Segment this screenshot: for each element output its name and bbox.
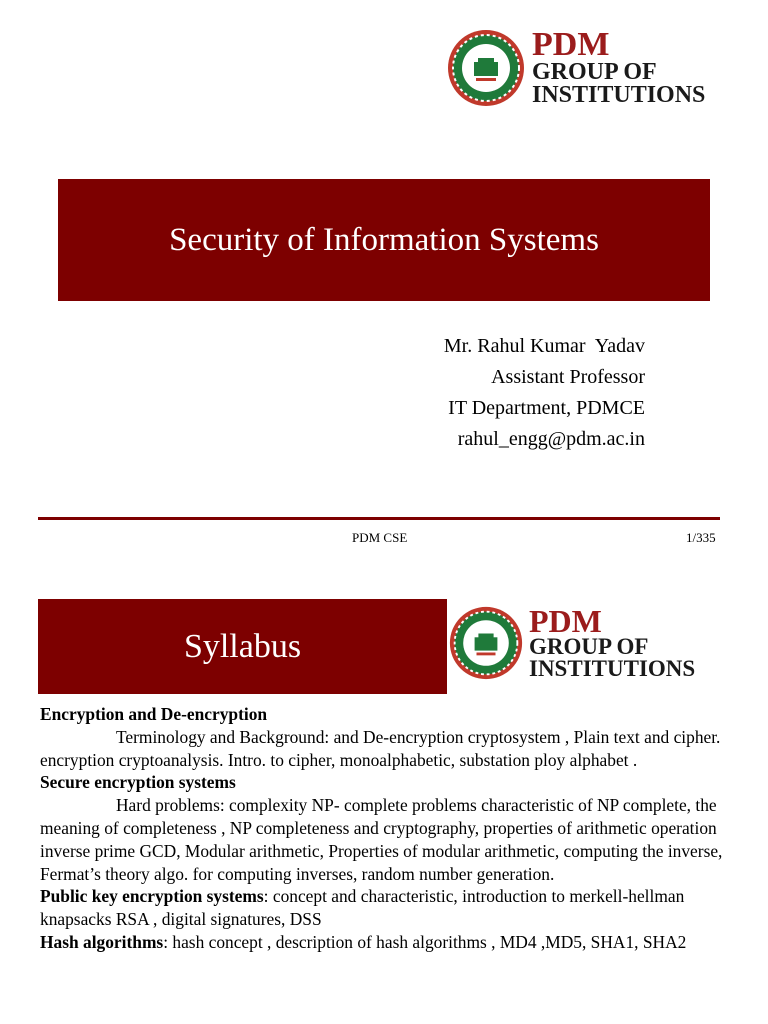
section-text-content: Hard problems: complexity NP- complete problems characteristic of NP complete, the meaning of completeness , NP completeness and cryptography, properties of arithmetic operation inverse prime GCD, Modular arithmetic, Properties of modular arithmetic, computing the inverse, Fermat’s theory algo. for computing inverses, random number generation. [40,795,723,884]
section-text-content: : hash concept , description of hash algorithms , MD4 ,MD5, SHA1, SHA2 [163,931,687,952]
logo-tagline-2: INSTITUTIONS [532,82,706,109]
section-paragraph [40,931,730,954]
pdm-seal-icon [448,605,524,681]
syllabus-banner [38,599,447,694]
section-paragraph [40,885,730,931]
logo-tagline-2: INSTITUTIONS [529,656,696,682]
section-heading: Hash algorithms [40,931,164,952]
title-banner [58,179,710,301]
section-text [40,794,730,885]
section-heading: Secure encryption systems [40,772,236,793]
section-heading: Public key encryption systems [40,886,264,907]
author-email: rahul_engg@pdm.ac.in [457,428,645,450]
pdm-logo-2 [448,602,696,682]
pdm-seal-icon [446,28,526,108]
author-role: Assistant Professor [491,366,645,388]
logo-tagline-1: GROUP OF [532,59,657,86]
author-block [444,331,645,455]
section-text [40,726,730,772]
syllabus-title: Syllabus [183,627,302,665]
footer-label: PDM CSE [352,530,408,545]
section-text-content: : concept and characteristic, introduction to merkell-hellman knapsacks RSA , digital signatures, DSS [40,886,685,930]
footer-divider [38,517,720,520]
section-text-content: Terminology and Background: and De-encryption cryptosystem , Plain text and cipher. encryption cryptoanalysis. Intro. to cipher, monoalphabetic, substation ploy alphabet . [40,726,721,770]
pdm-logo [446,28,705,108]
section-heading: Encryption and De-encryption [40,704,268,724]
logo-name: PDM [532,26,610,64]
author-name: Mr. Rahul Kumar Yadav [443,335,645,357]
syllabus-body [40,703,730,954]
slide-title: Security of Information Systems [169,221,599,258]
logo-name: PDM [529,602,602,639]
logo-tagline-1: GROUP OF [529,634,649,660]
author-department: IT Department, PDMCE [448,397,645,419]
page-number: 1/335 [686,530,716,545]
